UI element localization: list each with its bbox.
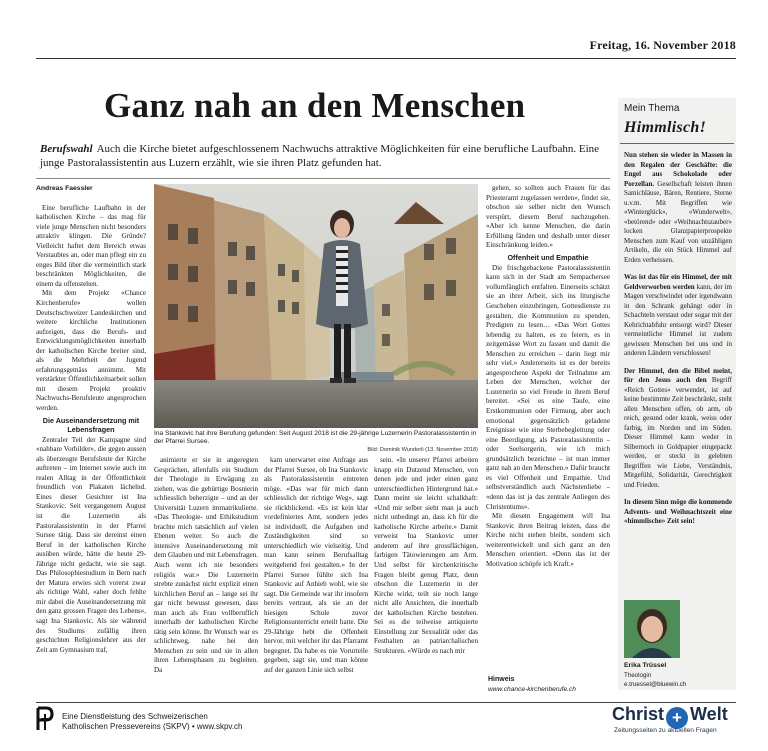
photo-credit: Bild: Dominik Wunderli (13. November 2018) — [367, 447, 478, 453]
column-2 — [154, 456, 258, 700]
paragraph: gehen, so sollten auch Frauen für das Priesteramt zugelassen werden», findet sie, obschon sie selber nicht den Wunsch verspürt, diesem Beruf nachzugehen. «Aber ich kenne Menschen, die darin Erfüllung fänden und deshalb unter dieser Einschränkung leiden.» — [486, 184, 610, 250]
sidebar-author-email[interactable]: e.truessel@bluewin.ch — [624, 681, 687, 688]
paragraph: Mit diesem Engagement will Ina Stankovic ihren Beitrag leisten, dass die Kirche nicht stehen bleibt, sondern sich weiterentwickelt und sich ganz an den Menschen orientiert. «Denn das ist der Motivation schöpfe ich Kraft.» — [486, 512, 610, 568]
sidebar-rule — [620, 143, 734, 144]
sidebar-lead: Was ist das für ein Himmel, der mit Geldverworben werden — [624, 273, 732, 291]
lede-text: Auch die Kirche bietet aufgeschlossenem Nachwuchs attraktive Möglichkeiten für eine berufliche Laufbahn. Eine junge Pastoralassistentin aus Luzern erzählt, wie sie ihren Platz gefunden hat. — [40, 143, 600, 169]
column-5 — [486, 184, 610, 672]
brand-tagline: Zeitungsseiten zu aktuellen Fragen — [614, 727, 717, 734]
headline: Ganz nah an den Menschen — [104, 86, 526, 125]
footer-line-1: Eine Dienstleistung des Schweizerischen — [62, 712, 208, 721]
author-portrait — [624, 600, 680, 658]
paragraph: kam unerwartet eine Anfrage aus der Pfarrei Sursee, ob Ina Stankovic als Pastoralassistentin eintreten möge. «Das war für mich dann schliesslich der richtige Weg», sagt sie rückblickend. «Es ist kein klar vordefiniertes Amt, sondern jedes ist individuell, die Aufgaben und Zuständigkeiten sind so unterschiedlich wie vielseitig. Und man kann seinen Berufsalltag weitgehend frei gestalten.» In der Pfarrei Sursee fühlte sich Ina Stankovic auf Anhieb wohl, wie sie sagt. Die Gemeinde war ihr insofern bereits vertraut, als sie an der hiesigen Schule zuvor Religionsunterricht erteilt hatte. Die 29-Jährige hebt die Offenheit hervor, mit welcher ihr das Pfarramt begegnet. Da habe es nie Vorurteile gegeben, sagt sie, und man könne auf der ganzen Linie sich selbst — [264, 456, 368, 675]
sidebar-lead: Nun stehen sie wieder in Massen in den Regalen der Geschäfte: die Engel aus Schokolade oder Porzellan. — [624, 151, 732, 188]
subheading: Die Auseinandersetzung mit Lebensfragen — [42, 415, 140, 434]
sidebar-lead: In diesem Sinn möge die kommende Advents- und Weihnachtszeit eine «himmlische» Zeit sein! — [624, 498, 732, 525]
brand-right: Welt — [690, 704, 728, 724]
skpv-logo-icon — [34, 706, 56, 732]
footer-rule — [36, 702, 736, 703]
paragraph: Mit dem Projekt «Chance Kirchenberufe» wollen Deutschschweizer Landeskirchen und weitere kirchliche Institutionen aufzeigen, dass die Berufs- und Entwicklungsmöglichkeiten innerhalb der katholischen Kirche breiter sind, als die Mehrheit der Jugend erfahrungsgemäss annimmt. Mit verstärkter Öffentlichkeitsarbeit sollen mit diesem Projekt proaktiv Nachwuchs-Berufsleute angesprochen werden. — [36, 289, 146, 413]
sidebar-text — [624, 151, 732, 571]
article-photo — [154, 184, 478, 428]
sidebar-author-name: Erika Trüssel — [624, 662, 667, 669]
issue-date: Freitag, 16. November 2018 — [589, 38, 736, 52]
sidebar-paragraph — [624, 151, 732, 265]
sidebar-lead: Der Himmel, den die Bibel meint, für den Jesus auch den — [624, 366, 732, 384]
top-rule — [36, 58, 736, 59]
portrait-illustration — [624, 600, 680, 658]
lede — [40, 142, 600, 170]
sidebar-body: Begriff «Reich Gottes» verwendet, ist auf keine bestimmte Zeit beschränkt, steht allen Menschen offen, ob arm, ob reich, gesund oder krank, weiss oder farbig, im Norden und im Süden. Dieser Himmel kann weder in Silbernoch in Goldpapier eingepackt werden, er steckt in gelebten Begriffen wie Liebe, Verständnis, Mitgefühl, Solidarität, Gerechtigkeit und Frieden. — [624, 376, 732, 489]
sidebar-body: Gesellschaft leisten ihnen Samichläuse, Bären, Rentiere, Sterne u.v.m. Mit Begriffen wie «Winterglück», «Wunderwelt», «betörend» oder «Weihnachtszauber» locken Glanzpapierprospekte Menschen zum Kauf von unzähligen Artikeln, die ein Stück Himmel auf Erden verheissen. — [624, 179, 732, 264]
paragraph: animierte er sie in angeregten Gesprächen, allenfalls ein Studium der Theologie in Erwägung zu ziehen, was die gebürtige Bosnierin schliesslich beherzigte – und an der Universität Luzern immatrikulierte. «Das Theologie- und Ethikstudium brachte mich tatsächlich auf vielen Ebenen weiter. So auch die intensive Auseinandersetzung mit dem Glauben und mit Lebensfragen. Auch wenn ich nie besonders religiös war.» Die Luzernerin strebte zunächst nicht explizit einen kirchlichen Beruf an – lange sei ihr gar nicht bewusst gewesen, dass man auch als Frau vollberuflich innerhalb der katholischen Kirche tätig sein könne. Ihr Wunsch war es schlichtweg, nahe bei den Menschen zu sein und sie in allen ihren Lebensphasen zu begleiten. Da — [154, 456, 258, 675]
footer-line-2: Katholischen Pressevereins (SKPV) • www.skpv.ch — [62, 722, 243, 731]
subheading: Offenheit und Empathie — [507, 252, 589, 262]
sidebar-author-role: Theologin — [624, 672, 652, 679]
paragraph: Eine berufliche Laufbahn in der katholischen Kirche – das mag für viele junge Menschen nicht besonders attraktiv klingen. Die Gründe? Vielleicht haftet dem Bereich etwas Verstaubtes an, oder man pflegt ein zu enges Bild über die vermeintlich stark beschränkten Möglichkeiten, die einem da offenstehen. — [36, 203, 146, 288]
column-1 — [36, 184, 146, 700]
old-town-photo-illustration — [154, 184, 478, 428]
column-3 — [264, 456, 368, 700]
cross-icon: + — [666, 707, 688, 729]
paragraph: Die frischgebackene Pastoralassistentin kann sich in der Stadt am Sempachersee vollumfänglich entfalten. Einerseits schätzt sie an ihrer Arbeit, sich ins liturgische Geschehen einzubringen, Gottesdienste zu gestalten, die Kommunion zu spenden, Predigten zu lesen… «Das Wort Gottes lebendig zu halten, es zu feiern, es in zeitgemässe Wort zu fassen und damit die Menschen zu erreichen – darin liegt mir sehr viel.» Andererseits ist es der bereits angesprochene Aspekt der Teilnahme am Leben der Menschen, welcher der Luzernerin so viel Freude in ihrem Beruf bereitet. «Sei es eine Taufe, eine Erstkommunion oder Firmung, aber auch emotional gegensätzlich geladene Ereignisse wie eine Sterbebegleitung oder eine Beerdigung, als Pastoralassistentin – oder Seelsorgerin, wie ich mich grundsätzlich bezeichne – ist man immer ganz nah an den Menschen.» Dafür braucht es viel Offenheit und Empathie. Und selbstverständlich auch Nächstenliebe – «denn das ist ja das zentrale Anliegen des Christentums». — [486, 263, 610, 511]
sidebar-paragraph — [624, 498, 732, 527]
photo-caption — [154, 430, 478, 454]
lede-rule — [36, 178, 610, 179]
paragraph: Zentraler Teil der Kampagne sind «nahbare Vorbilder», die gegen aussen als überzeugte Berufsleute der Kirche auftreten – im Internet sowie auch im realen Alltag in der Öffentlichkeit freundlich von Plakaten lächelnd. Eines dieser Gesichter ist Ina Stankovic. Seit vergangenem August ist die Luzernerin als Pastoralassistentin in der Pfarrei Sursee tätig. Dass sie dereinst einen Beruf in der katholischen Kirche ausüben würde, hätte die heute 29-Jährige nicht gedacht, wie sie sagt. Das Philosophiestudium in Bern nach der Matura erwies sich vorerst zwar als richtige Wahl, «aber doch fehlte mir dabei die Auseinandersetzung mit den ganz grossen Fragen des Lebens», sagt Ina Stankovic. Als sie während des Studiums zufällig ihren geschichten Religionslehrer aus der Zeit am Gymnasium traf, — [36, 435, 146, 654]
note-title: Hinweis — [488, 676, 515, 683]
sidebar-paragraph — [624, 367, 732, 491]
column-4 — [374, 456, 478, 700]
sidebar-label: Mein Thema — [624, 103, 680, 114]
paragraph: sein. «In unserer Pfarrei arbeiten knapp ein Dutzend Menschen, von denen jede und jeder einen ganz unterschiedlichen Hintergrund hat.» Dann meint sie leicht schalkhaft: «Und mir selber sieht man ja auch nicht unbedingt an, dass ich für die katholische Kirche arbeite.» Damit verweist Ina Stankovic unter anderem auf ihre grossflächigen, farbigen Tätowierungen am Arm. Und selbst für kirchenkritische Fragen bleibt genug Platz, denn obschon die Luzernerin in der Kirche wirkt, teilt sie noch lange nicht alle Ansichten, die innerhalb der katholischen Kirche bestehen. Sei es die teilweise antiquierte Einstellung zur Sexualität oder das Festhalten an patriarchalischen Strukturen. «Würde es nach mir — [374, 456, 478, 655]
sidebar-paragraph — [624, 273, 732, 359]
caption-text: Ina Stankovic hat ihre Berufung gefunden: Seit August 2018 ist die 29-jährige Luzernerin Pastoralassistentin in der Pfarrei Sursee. — [154, 430, 477, 445]
sidebar-title: Himmlisch! — [624, 119, 707, 136]
christ-welt-logo — [612, 704, 728, 729]
author: Andreas Faessler — [36, 185, 93, 192]
note-link[interactable]: www.chance-kirchenberufe.ch — [488, 686, 576, 693]
kicker: Berufswahl — [40, 143, 93, 155]
sidebar-body: kann, der im Magen verschwindet oder irgendwann in den Schrank gehängt oder in Schachteln verstaut oder sogar mit der Kehrichtabfuhr entsorgt wird? Dieser vermeintliche Himmel ist zudem gewissen Menschen bei uns und in anderen Ländern verschlossen! — [624, 282, 732, 357]
brand-left: Christ — [612, 704, 665, 724]
